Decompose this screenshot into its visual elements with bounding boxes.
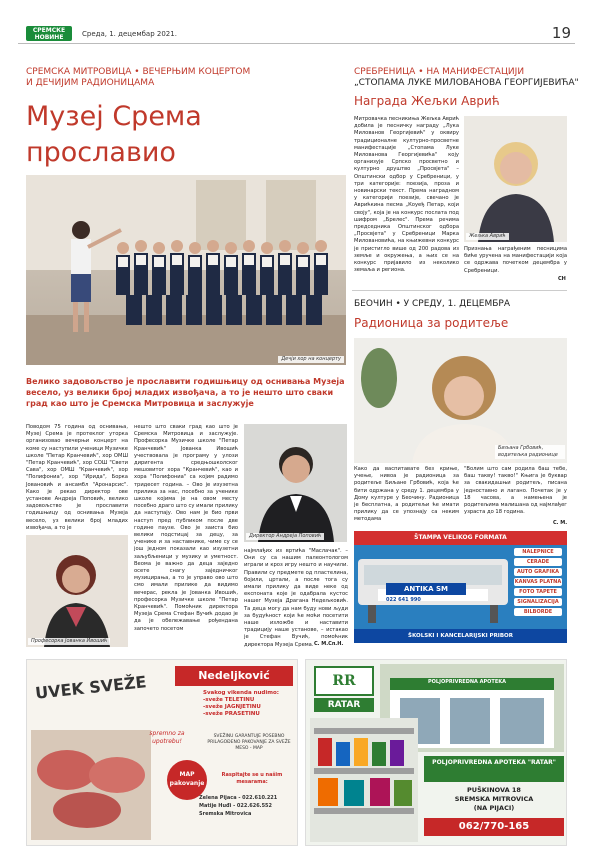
print-ad-headline: ŠTAMPA VELIKOG FORMATA: [354, 531, 567, 545]
beocin-title: Радионица за родитеље: [354, 316, 509, 330]
main-article-author: С. М.Сп.Н.: [314, 641, 344, 647]
print-ad-footer: ŠKOLSKI I KANCELARIJSKI PRIBOR: [354, 629, 567, 643]
service-tag: KANVAS PLATNA: [514, 579, 562, 585]
zeljka-photo: [464, 116, 567, 242]
ratar-phone: 062/770-165: [424, 818, 564, 836]
main-article-col2: нешто што сваки град као што је Сремска Митровица и заслужује. Професорка Музичке школе "Петар Кранчевић" Јованка Ивошић учествовала је програму у улози диригента средњошколског мешовитог хора "Кранчевић", као и хора "Полифониа" са којим радимо тридесет година. – Ово је изузетна прилика за нас, посебно за ученике школе којима је на овом месту посебно драго што су имали прилику да наступају. Ово нам је био први наступ пред публиком после две године паузе. Ово је заиста био велики подстицај за децу, за ученике и за наставнике, чиме су се још једном показали као изузетни заљубљеници у музику и уметност. Веома је важно да деца заједно осете снагу заједничког музицирања, а то је управо ово што смо имали прилике да видимо вечерас, рекла је Јованка Ивошић, професорка Музичке школе "Петар Кранчевић". Помоћник директора Музеја Срема Стефан Вучић додао је да је обележавање рођендана започето посетом: [134, 424, 238, 632]
service-tag: BILBORDE: [514, 608, 562, 616]
right-article-kicker: СРЕБРЕНИЦА • НА МАНИФЕСТАЦИЈИ „СТОПАМА ЛУКЕ МИЛОВАНОВА ГЕОРГИЈЕВИЋА": [354, 67, 579, 88]
choir-illustration: [26, 175, 346, 365]
right-article-body: Митровачка песникиња Жељка Аврић добила је песничку награду „Лука Милованов Георгијевић" у оквиру традиционалне културно-просветне манифестације „Стопама Луке Миловановa Георгијевића" коју организује Српско просветно и културно друштво „Просвјета" – Општински одбор у Сребреници, у три категорије: поезија, проза и новинарски текст. Према наградном у категорији поезије, свечано је Аврићкина песма „Коуеђ Петар, који своју", која је на конкурс послата под шифром „Брелес". Према речима председника Општинског одбора „Просвјета" у Сребреници Марка Миловановића, на књижевни конкурс је пристигло више од 200 радова из земље и окружења, а њих се на конкурс пријавило из неколико земаља и региона.: [354, 116, 459, 274]
page-header: [18, 22, 575, 44]
newspaper-logo: СРЕМСКЕ НОВИНЕ: [26, 26, 72, 41]
page-number: 19: [551, 24, 571, 42]
right-article-author: СН: [558, 276, 566, 282]
map-badge: MAP pakovanje: [167, 760, 207, 800]
beocin-author: С. М.: [553, 520, 568, 526]
professor-caption: Професорка Јованка Ивошић: [28, 638, 110, 645]
professor-photo: [26, 535, 128, 647]
right-article-title: Награда Жељки Аврић: [354, 94, 500, 108]
zeljka-caption: Жељка Аврић: [466, 233, 509, 240]
meat-illustration: [27, 690, 157, 845]
main-article-col1: Поводом 75 година од оснивања, Музеј Срема је протеклог уторка организовао вечерњи концерт на коме су наступили ученици Музичке школе "Петар Кранчевић", хор ОМШ "Петар Кранчевић", хор СОШ "Свети Сава", хор ОМШ "Кранчевић", хор "Полифониа", хор "Ирида", Борка Јовановић и ансамбл "Аронарсис". Како је рекао директор ове установе Андреја Поповић, велико задовољство је прославити годишњицу од оснивања Музеја весело, уз велики број младих извођача, а то је: [26, 424, 128, 531]
ratar-logo: RR: [314, 666, 374, 696]
meat-ad-brand: Nedeljković: [175, 666, 293, 686]
ratar-address: PUŠKINOVA 18 SREMSKA MITROVICA (NA PIJACI): [454, 786, 534, 812]
biljana-photo: [354, 338, 567, 463]
meat-ad-weekend: Svakog vikenda nudimo: -sveže TELETINU -sveže JAGNJETINU -sveže PRASETINU: [203, 690, 295, 718]
issue-date: Среда, 1. децембар 2021.: [82, 30, 177, 38]
main-article-lead: Велико задовољство је прославити годишњицу од оснивања Музеја весело, уз велики број младих извођача, а то је нешто што сваки град као што је Сремска Митровица и заслужује: [26, 377, 345, 408]
shelves-illustration: [310, 718, 418, 842]
beocin-kicker: БЕОЧИН • У СРЕДУ, 1. ДЕЦЕМБРА: [354, 299, 510, 309]
director-portrait: [244, 424, 347, 542]
store-line: Zelena Pijaca - 022.610.221: [199, 795, 278, 801]
store-sign: POLJOPRIVREDNA APOTEKA: [427, 679, 507, 685]
service-tag: AUTO GRAFIKA: [514, 568, 562, 576]
ratar-name: POLJOPRIVREDNA APOTEKA "RATAR": [424, 756, 564, 782]
beocin-col2: "Волим што сам родила баш тебе, баш такву! такво!" Књига је буквар за свакидашњи родитељ, писана једноставно и лагано. Почетак је у 18 часова, а намењена је родитељима малишана од најмлађег узраста до 18 година.: [464, 466, 567, 516]
meat-ad-slogan: UVEK SVEŽE: [34, 672, 148, 703]
service-tag: NALEPNICE: [514, 548, 562, 556]
main-article-kicker: СРЕМСКА МИТРОВИЦА • ВЕЧЕРЊИМ КОЦЕРТОМ И ДЕЧИЈИМ РАДИОНИЦАМА: [26, 67, 251, 88]
ratar-advertisement: [305, 659, 567, 846]
service-tag: SIGNALIZACIJA: [514, 598, 562, 606]
main-article-title: Музеј Срема прославио: [26, 101, 202, 168]
director-photo: [244, 424, 347, 542]
choir-photo: [26, 175, 346, 365]
meat-ad-stores-title: Raspitajte se u našim mesarama:: [221, 772, 283, 785]
section-divider: [352, 290, 567, 291]
store-line: Matije Huđi - 022.626.552: [199, 803, 273, 809]
meat-item: -sveže PRASETINU: [203, 711, 260, 717]
print-ad-phone: 022 641 990: [386, 597, 421, 603]
biljana-caption: Биљана Грбовић, водитељка радионице: [495, 445, 565, 459]
zeljka-portrait: [464, 116, 567, 242]
meat-ad-prepared: spremno za upotrebu!: [149, 730, 185, 745]
meat-item: -sveže TELETINU: [203, 697, 255, 703]
ratar-brand: RATAR: [314, 698, 374, 712]
print-ad-services: [514, 548, 562, 618]
meat-item: -sveže JAGNJETINU: [203, 704, 261, 710]
service-tag: FOTO TAPETE: [514, 588, 562, 596]
right-article-body2: Признања награђеним песницима биће уручена на манифестацији која се одржава почетком децембра у Сребреници.: [464, 246, 567, 274]
meat-ad-guarantee: SVEŽINU GARANTUJE POSEBNO PRILAGOĐENO PAKOVANJE ZA SVEŽE MESO - MAP: [207, 734, 291, 751]
store-line: Sremska Mitrovica: [199, 811, 252, 817]
professor-portrait: [26, 535, 128, 647]
meat-advertisement: [26, 659, 298, 846]
main-article-col3: најмлађих из вртића "Маслачак". – Они су са нашим палеонтологом играли и кроз игру нешто и научили. Правили су предмете од пластелина, бојили, цртали, а после тога су имали прилику да виде неке од експоната које је одабрала кустос нашег Музеја Драгана Недељковић. Та деца могу да нам буду нови људи за будућност који ће моћи посетити наше изложбе и наставити традицију наше установе, – истакао је Стефан Вучић, помоћник директора Музеја Срема.: [244, 548, 348, 648]
print-ad-brand: ANTIKA SM: [386, 583, 466, 595]
choir-photo-caption: Дечји хор на концерту: [278, 356, 344, 363]
director-caption: Директор Андреја Поповић: [246, 533, 324, 540]
service-tag: CERADE: [514, 558, 562, 566]
print-advertisement: [354, 531, 567, 643]
beocin-col1: Како да васпитавате без криње, учење, нивоа је радионица за родитеље Биљане Грбовић, која ће бити одржана у среду 1. децембра у Дому културе у Беочину. Радионица је бесплатна, а родитељи ће имати прилику да се упознају са неким методама: [354, 466, 459, 523]
meat-ad-stores: [199, 794, 295, 818]
